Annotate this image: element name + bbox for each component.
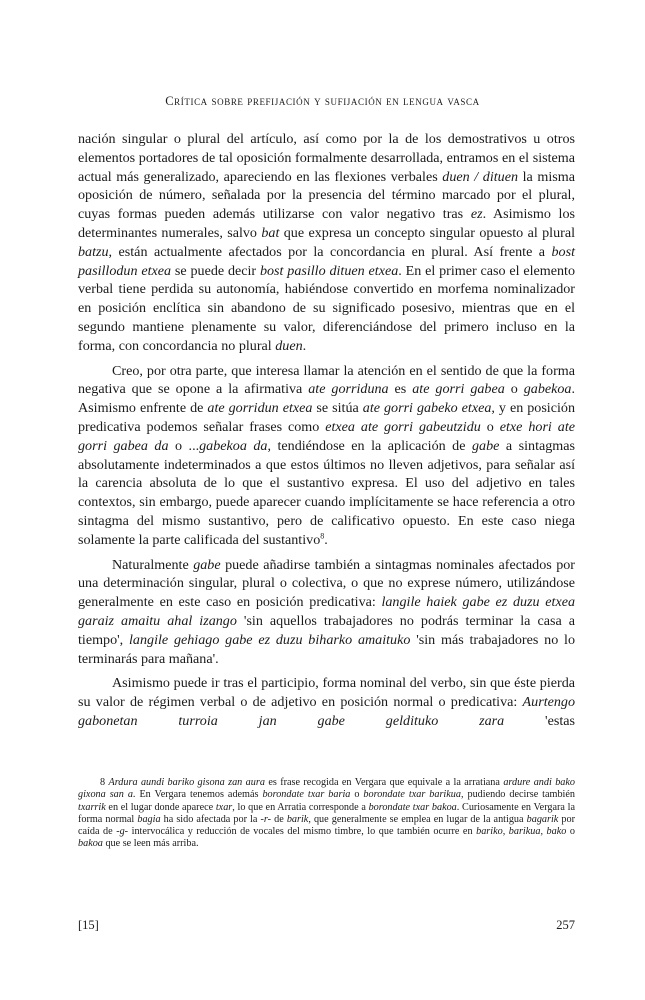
text-run: por caída de (78, 813, 575, 837)
text-run: que se leen más arriba. (102, 838, 199, 850)
page-footer (78, 918, 575, 933)
italic-term: Aurtengo gabonetan turroia jan gabe gelditukо zara (78, 694, 575, 729)
text-run: . Asimismo los determinantes numerales, salvo (78, 206, 575, 241)
italic-term: borondate txar bakoa (368, 801, 457, 813)
italic-term: ate gorri gabeko etxea (362, 400, 492, 417)
text-run: nación singular o plural del artículo, así como por la de los demostrativos u otros elementos portadores de tal oposición formalmente desarrollada, entramos en el sistema actual más generalizado, apareciendo en las flexiones verbales (78, 131, 575, 185)
italic-term: gabe (471, 437, 500, 454)
running-header: Crítica sobre prefijación y sufijación en lengua vasca (165, 94, 480, 108)
text-run: o ... (168, 437, 200, 454)
folio-bracket: [15] (78, 918, 99, 932)
text-run: . Asimismo enfrente de (78, 381, 576, 417)
text-run: , pudiendo decirse también (460, 789, 576, 801)
body-text (78, 130, 575, 731)
text-run: Creo, por otra parte, que interesa llamar la atención en el sentido de que la forma negativa que se opone a la afirmativa (78, 362, 575, 398)
italic-term: etxe hori ate gorri gabea da (78, 418, 575, 454)
italic-term: bakoa (78, 838, 103, 850)
text-run: o (566, 826, 576, 837)
text-run: , que generalmente se emplea en lugar de la antigua (308, 813, 527, 825)
italic-term: borondate txar baria (262, 789, 351, 801)
italic-term: bagia (137, 813, 161, 825)
text-run: . (324, 531, 328, 548)
text-run: de (271, 813, 287, 825)
text-run: 'sin aquellos trabajadores no podrás terminar la casa a tiempo', (78, 612, 575, 648)
paragraph-3 (78, 556, 575, 669)
text-run: Asimismo puede ir tras el participio, forma nominal del verbo, sin que éste pierda su valor de régimen verbal o de adjetivo en posición normal o predicativa: (78, 675, 575, 711)
italic-term: bat (261, 224, 280, 241)
text-run: . En Vergara tenemos además (132, 789, 263, 801)
italic-term: batzu (78, 243, 109, 260)
text-run: 'sin más trabajadores no lo terminarás para mañana'. (78, 631, 576, 667)
text-run: . Curiosamente en Vergara la forma normal (78, 801, 575, 825)
italic-term: ate gorriduna (308, 381, 389, 398)
italic-term: barik (286, 813, 309, 825)
text-run: en el lugar donde aparece (105, 801, 216, 813)
text-run: . En el primer caso el elemento verbal tiene perdida su autonomía, habiéndose convertido en morfema nominalizador en posición enclítica sin abandono de su significado posesivo, mientras que en el segundo mantiene plenamente su valor, diferenciándose del primero incluso en la forma, con concordancia no plural (78, 262, 576, 354)
italic-term: ate gorridun etxea (207, 400, 313, 417)
italic-term: ez (470, 206, 483, 223)
italic-term: langile haiek gabe ez duzu etxea garaiz amaitu ahal izango (78, 594, 575, 629)
text-run: o (480, 418, 500, 435)
italic-term: txarrik (78, 801, 106, 813)
italic-term: ate gorri gabea (412, 381, 505, 398)
italic-term: duen (275, 337, 303, 354)
text-run: . (302, 337, 307, 354)
italic-term: gabe (193, 556, 221, 573)
italic-term: etxea ate gorri gabeutzidu (325, 418, 481, 435)
italic-term: -g- (116, 826, 129, 837)
footnote-8 (78, 777, 575, 850)
text-run: ha sido afectada por la (160, 813, 261, 825)
italic-term: txar (215, 801, 233, 813)
text-run: , están actualmente afectados por la concordancia en plural. Así frente a (108, 243, 552, 260)
italic-term: bagarik (526, 813, 559, 825)
text-run: intervocálica y reducción de vocales del mismo timbre, lo que también ocurre en (128, 826, 477, 837)
text-run: o (504, 381, 524, 398)
italic-term: langile gehiago gabe ez duzu biharko amaituko (129, 631, 411, 648)
text-run: , tendiéndose en la aplicación de (267, 437, 472, 454)
text-run: a sintagmas absolutamente indeterminados a que estos últimos no lleven adjetivos, para señalar así la carencia absoluta de lo que el sustantivo expresa. El uso del adjetivo en tales contextos, sin embargo, puede aparecer cuando implícitamente se hace referencia a otro sintagma del mismo sustantivo, pero de calificativo opuesto. En este caso niega solamente la parte calificada del sustantivo (78, 437, 576, 548)
text-run: se sitúa (312, 400, 363, 417)
text-run: 'estas (504, 712, 575, 729)
text-run: se puede decir (171, 262, 260, 279)
text-run: la misma oposición de número, señalada por la presencia del término marcado por el plural, cuyas formas pueden además utilizarse con valor negativo tras (78, 168, 575, 223)
italic-term: duen / dituen (442, 168, 519, 185)
text-run: , lo que en Arratia corresponde a (232, 801, 369, 813)
text-run: Naturalmente (112, 556, 194, 573)
text-run: es (388, 381, 413, 398)
italic-term: -r- (260, 813, 272, 825)
paragraph-2 (78, 362, 575, 550)
italic-term: bost pasillo dituen etxea (259, 262, 399, 279)
italic-term: bariko, barikua, bako (476, 826, 567, 837)
paragraph-1 (78, 130, 575, 356)
paragraph-4 (78, 674, 575, 730)
text-run: puede añadirse también a sintagmas nominales afectados por una determinación singular, plural o colectiva, o que no exprese número, utilizándose generalmente en este caso en posición predicativa: (78, 556, 575, 611)
text-run: 8 (100, 777, 109, 789)
text-run: o (350, 789, 364, 801)
italic-term: ardure andi bako gixona san a (78, 777, 576, 801)
italic-term: bost pasillodun etxea (78, 243, 575, 279)
text-run: es frase recogida en Vergara que equivale a la arratiana (264, 777, 504, 789)
italic-term: borondate txar barikua (363, 789, 461, 801)
footnote-ref: 8 (320, 531, 325, 541)
italic-term: Ardura aundi bariko gisona zan aura (108, 777, 265, 789)
text-run: , y en posición predicativa podemos señalar frases como (78, 400, 575, 435)
italic-term: gabekoa da (199, 437, 268, 454)
italic-term: gabekoa (523, 381, 572, 398)
text-run: que expresa un concepto singular opuesto al plural (279, 224, 575, 241)
page-number: 257 (556, 918, 575, 932)
